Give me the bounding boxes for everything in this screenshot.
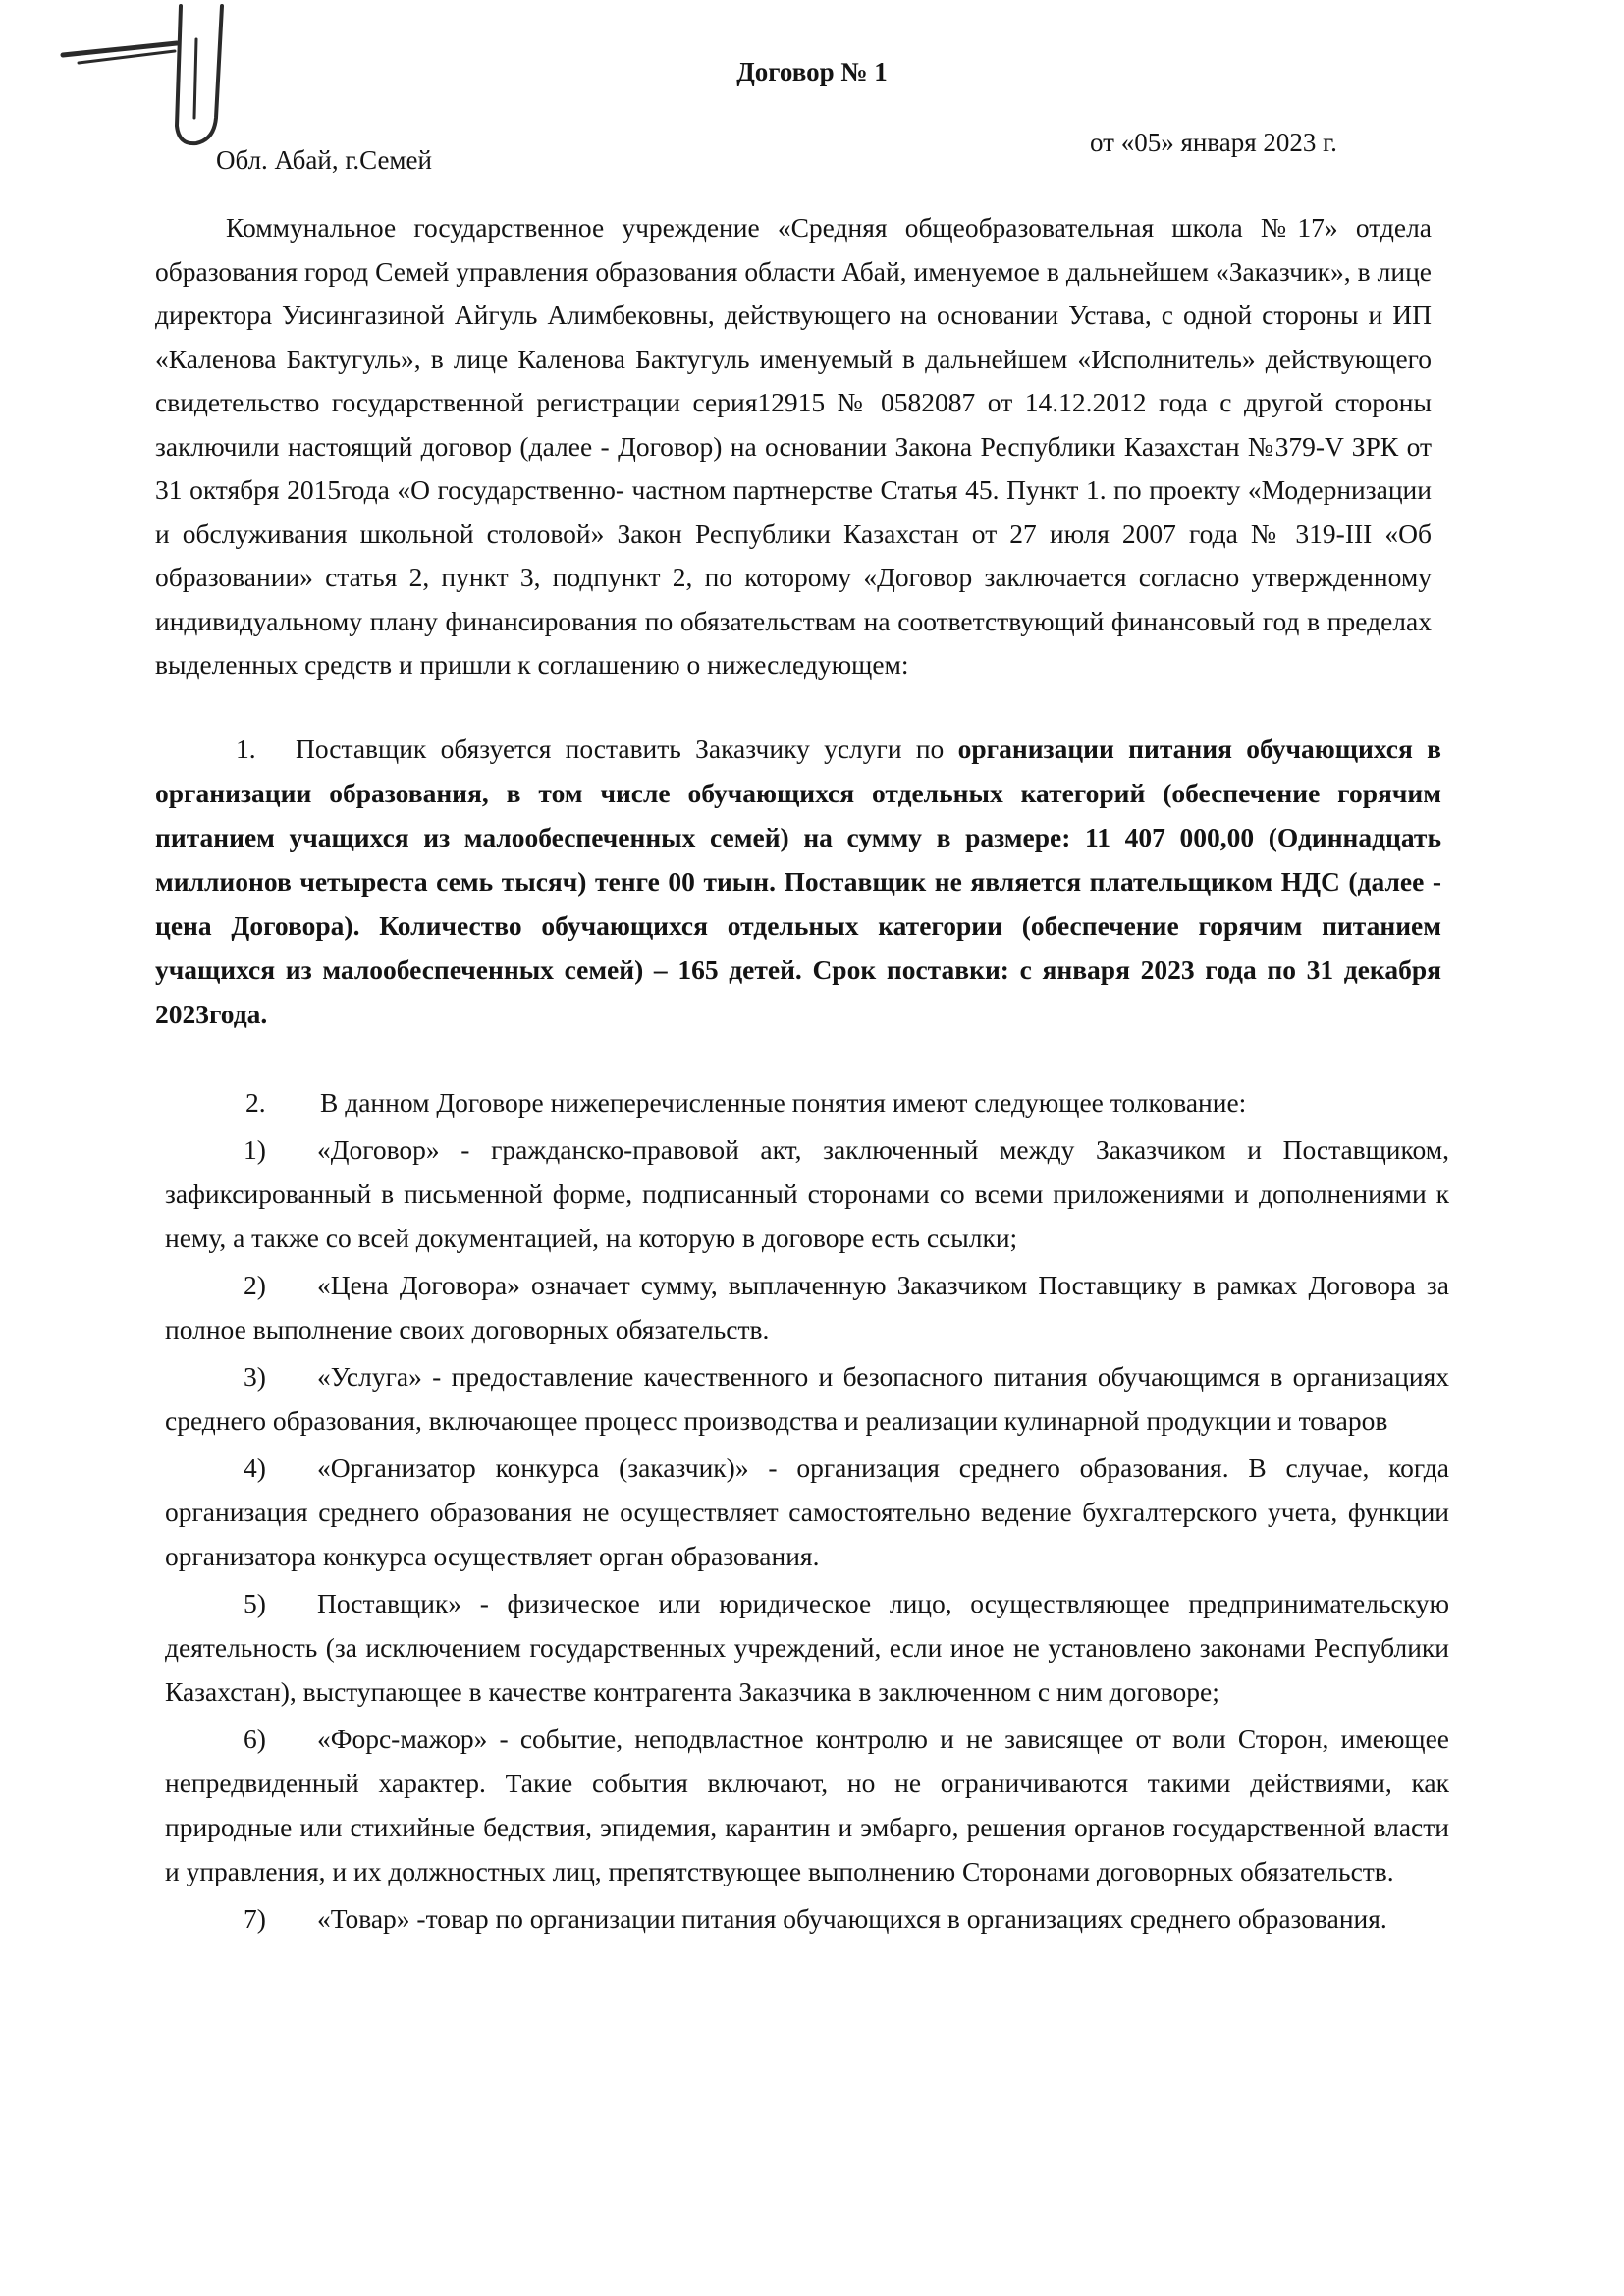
definition-item — [165, 1263, 1449, 1351]
definition-text: «Форс-мажор» - событие, неподвластное контролю и не зависящее от воли Сторон, имеющее непредвиденный характер. Такие события включают, но не ограничиваются такими действиями, как природные или стихийные бедствия, эпидемия, карантин и эмбарго, решения органов государственной власти и управления, и их должностных лиц, препятствующее выполнению Сторонами договорных обязательств. — [165, 1723, 1449, 1886]
definitions-section — [165, 1080, 1449, 1943]
definition-text: «Цена Договора» означает сумму, выплаченную Заказчиком Поставщику в рамках Договора за полное выполнение своих договорных обязательств. — [165, 1270, 1449, 1344]
intro-paragraph: Коммунальное государственное учреждение «Средняя общеобразовательная школа №17» отдела образования город Семей управления образования области Абай, именуемое в дальнейшем «Заказчик», в лице директора Уисингазиной Айгуль Алимбековны, действующего на основании Устава, с одной стороны и ИП «Каленова Бактугуль», в лице Каленова Бактугуль именуемый в дальнейшем «Исполнитель» действующего свидетельство государственной регистрации серия12915 № 0582087 от 14.12.2012 года с другой стороны заключили настоящий договор (далее - Договор) на основании Закона Республики Казахстан №379-V ЗРК от 31 октября 2015года «О государственно- частном партнерстве Статья 45. Пункт 1. по проекту «Модернизации и обслуживания школьной столовой» Закон Республики Казахстан от 27 июля 2007 года № 319-III «Об образовании» статья 2, пункт 3, подпункт 2, по которому «Договор заключается согласно утвержденному индивидуальному плану финансирования по обязательствам на соответствующий финансовый год в пределах выделенных средств и пришли к соглашению о нижеследующем: — [155, 212, 1432, 680]
definition-number: 4) — [244, 1452, 266, 1483]
clause-2-number: 2. — [245, 1087, 266, 1118]
document-date: от «05» января 2023 г. — [1090, 128, 1337, 157]
definition-number: 5) — [244, 1588, 266, 1618]
clause-1-bold-text: организации питания обучающихся в организации образования, в том числе обучающихся отдельных категорий (обеспечение горячим питанием учащихся из малообеспеченных семей) на сумму в размере: 11 407 000,00 (Одиннадцать миллионов четыреста семь тысяч) тенге 00 тиын. Поставщик не является плательщиком НДС (далее - цена Договора). Количество обучающихся отдельных категории (обеспечение горячим питанием учащихся из малообеспеченных семей) – 165 детей. Срок поставки: с января 2023 года по 31 декабря 2023года. — [155, 734, 1441, 1029]
definition-item — [165, 1581, 1449, 1714]
clause-2-text: В данном Договоре нижеперечисленные понятия имеют следующее толкование: — [320, 1087, 1247, 1118]
clause-2 — [165, 1080, 1449, 1124]
definition-text: «Услуга» - предоставление качественного и безопасного питания обучающимся в организациях среднего образования, включающее процесс производства и реализации кулинарной продукции и товаров — [165, 1361, 1449, 1436]
definition-text: «Организатор конкурса (заказчик)» - организация среднего образования. В случае, когда организация среднего образования не осуществляет самостоятельно ведение бухгалтерского учета, функции организатора конкурса осуществляет орган образования. — [165, 1452, 1449, 1571]
definition-text: «Товар» -товар по организации питания обучающихся в организациях среднего образования. — [317, 1903, 1387, 1934]
definition-number: 7) — [244, 1903, 266, 1934]
clause-1-lead: Поставщик обязуется поставить Заказчику услуги по — [296, 734, 958, 764]
document-title: Договор № 1 — [736, 57, 888, 86]
definition-number: 2) — [244, 1270, 266, 1300]
definition-item — [165, 1896, 1449, 1941]
definition-text: «Договор» - гражданско-правовой акт, заключенный между Заказчиком и Поставщиком, зафиксированный в письменной форме, подписанный сторонами со всеми приложениями и дополнениями к нему, а также со всей документацией, на которую в договоре есть ссылки; — [165, 1134, 1449, 1253]
definition-item — [165, 1354, 1449, 1443]
definition-item — [165, 1446, 1449, 1578]
clause-1 — [155, 727, 1441, 1036]
definition-number: 3) — [244, 1361, 266, 1392]
definition-number: 6) — [244, 1723, 266, 1754]
definition-item — [165, 1717, 1449, 1893]
definition-text: Поставщик» - физическое или юридическое лицо, осуществляющее предпринимательскую деятельность (за исключением государственных учреждений, если иное не установлено законами Республики Казахстан), выступающее в качестве контрагента Заказчика в заключенном с ним договоре; — [165, 1588, 1449, 1707]
document-city: Обл. Абай, г.Семей — [216, 145, 432, 175]
clause-1-number: 1. — [236, 734, 256, 764]
definition-item — [165, 1127, 1449, 1260]
definition-number: 1) — [244, 1134, 266, 1165]
